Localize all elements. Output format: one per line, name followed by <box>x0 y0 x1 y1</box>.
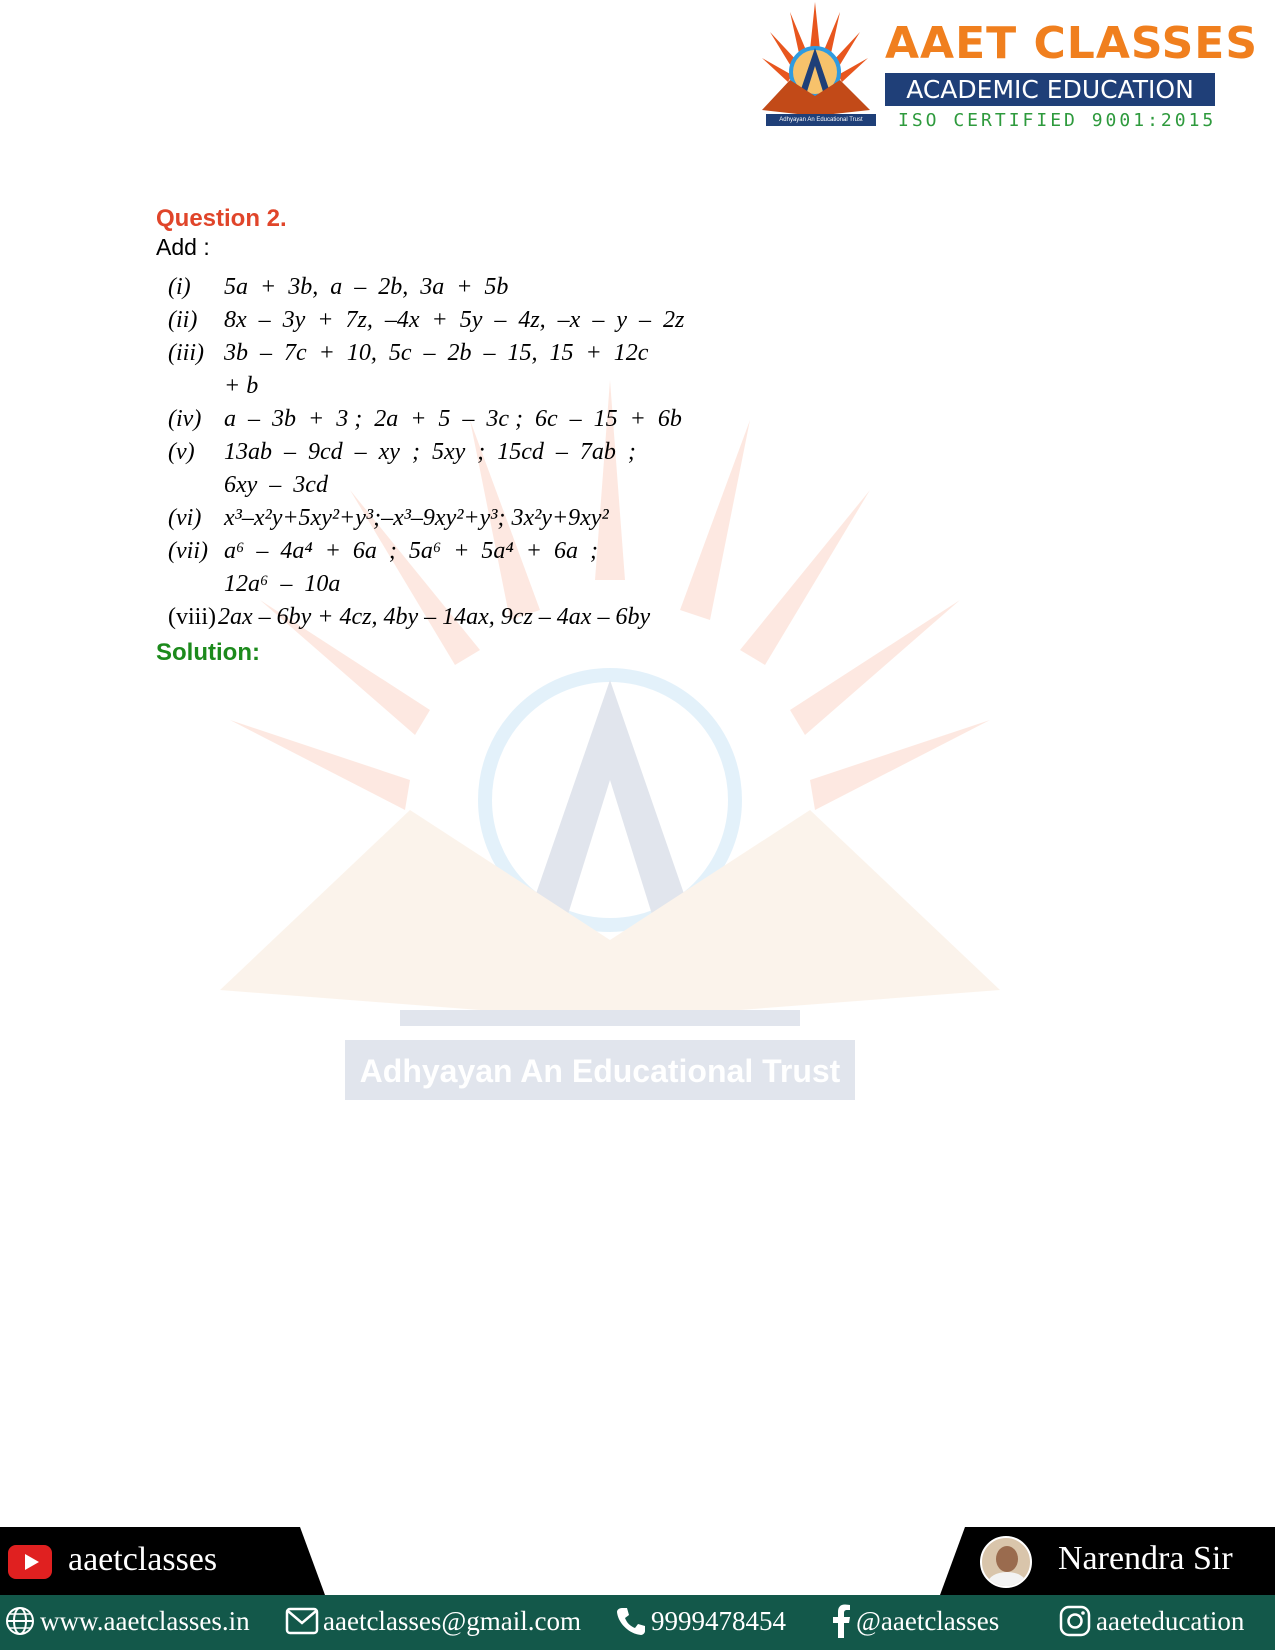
email-contact[interactable] <box>285 1600 581 1642</box>
item-number: (viii) <box>168 604 216 630</box>
item-expression: 5a + 3b, a – 2b, 3a + 5b <box>224 274 509 300</box>
youtube-channel-link[interactable]: aaetclasses <box>68 1541 218 1578</box>
list-item <box>156 601 716 634</box>
list-item <box>156 271 716 304</box>
item-number: (vii) <box>168 538 208 564</box>
website-link[interactable]: www.aaetclasses.in <box>40 1605 250 1636</box>
brand-logo <box>760 0 1259 140</box>
facebook-contact[interactable] <box>830 1600 999 1642</box>
item-expression: 3b – 7c + 10, 5c – 2b – 15, 15 + 12c + b <box>224 340 649 399</box>
item-expression: x³–x²y+5xy²+y³;–x³–9xy²+y³; 3x²y+9xy² <box>224 505 609 531</box>
list-item <box>156 403 716 436</box>
facebook-icon <box>830 1604 852 1638</box>
website-contact[interactable] <box>4 1600 250 1642</box>
item-number: (ii) <box>168 307 198 333</box>
instagram-contact[interactable] <box>1058 1600 1244 1642</box>
item-number: (iii) <box>168 340 204 366</box>
item-expression: 8x – 3y + 7z, –4x + 5y – 4z, –x – y – 2z <box>224 307 685 333</box>
email-link[interactable]: aaetclasses@gmail.com <box>323 1605 582 1636</box>
phone-number[interactable]: 9999478454 <box>651 1605 786 1636</box>
list-item <box>156 502 716 535</box>
youtube-icon[interactable] <box>8 1545 52 1579</box>
emblem-caption: Adhyayan An Educational Trust <box>766 114 876 126</box>
facebook-handle[interactable]: @aaetclasses <box>856 1605 1000 1636</box>
teacher-name: Narendra Sir <box>1058 1540 1233 1577</box>
question-title: Question 2. <box>156 205 287 232</box>
question-items <box>156 271 716 634</box>
iso-certification: ISO CERTIFIED 9001:2015 <box>898 110 1217 131</box>
avatar <box>980 1536 1032 1588</box>
brand-title: AAET CLASSES <box>885 18 1259 69</box>
item-expression: a – 3b + 3 ; 2a + 5 – 3c ; 6c – 15 + 6b <box>224 406 682 432</box>
list-item <box>156 337 716 403</box>
item-expression: 13ab – 9cd – xy ; 5xy ; 15cd – 7ab ; 6xy – 3cd <box>224 439 636 498</box>
brand-subtitle: ACADEMIC EDUCATION <box>885 73 1215 106</box>
instagram-handle[interactable]: aaeteducation <box>1096 1605 1245 1636</box>
question-prompt: Add : <box>156 234 210 260</box>
item-expression: a⁶ – 4a⁴ + 6a ; 5a⁶ + 5a⁴ + 6a ; 12a⁶ – 10a <box>224 538 598 597</box>
solution-label: Solution: <box>156 639 260 666</box>
item-number: (i) <box>168 274 191 300</box>
phone-contact[interactable] <box>615 1600 786 1642</box>
item-number: (v) <box>168 439 195 465</box>
mail-icon <box>285 1606 319 1636</box>
list-item <box>156 436 716 502</box>
item-number: (vi) <box>168 505 202 531</box>
watermark-text: Adhyayan An Educational Trust <box>359 1053 841 1089</box>
instagram-icon <box>1058 1604 1092 1638</box>
list-item <box>156 535 716 601</box>
question-block <box>156 205 716 668</box>
phone-icon <box>615 1605 647 1637</box>
list-item <box>156 304 716 337</box>
item-expression: 2ax – 6by + 4cz, 4by – 14ax, 9cz – 4ax – 6by <box>218 604 651 630</box>
item-number: (iv) <box>168 406 202 432</box>
globe-icon <box>4 1605 36 1637</box>
